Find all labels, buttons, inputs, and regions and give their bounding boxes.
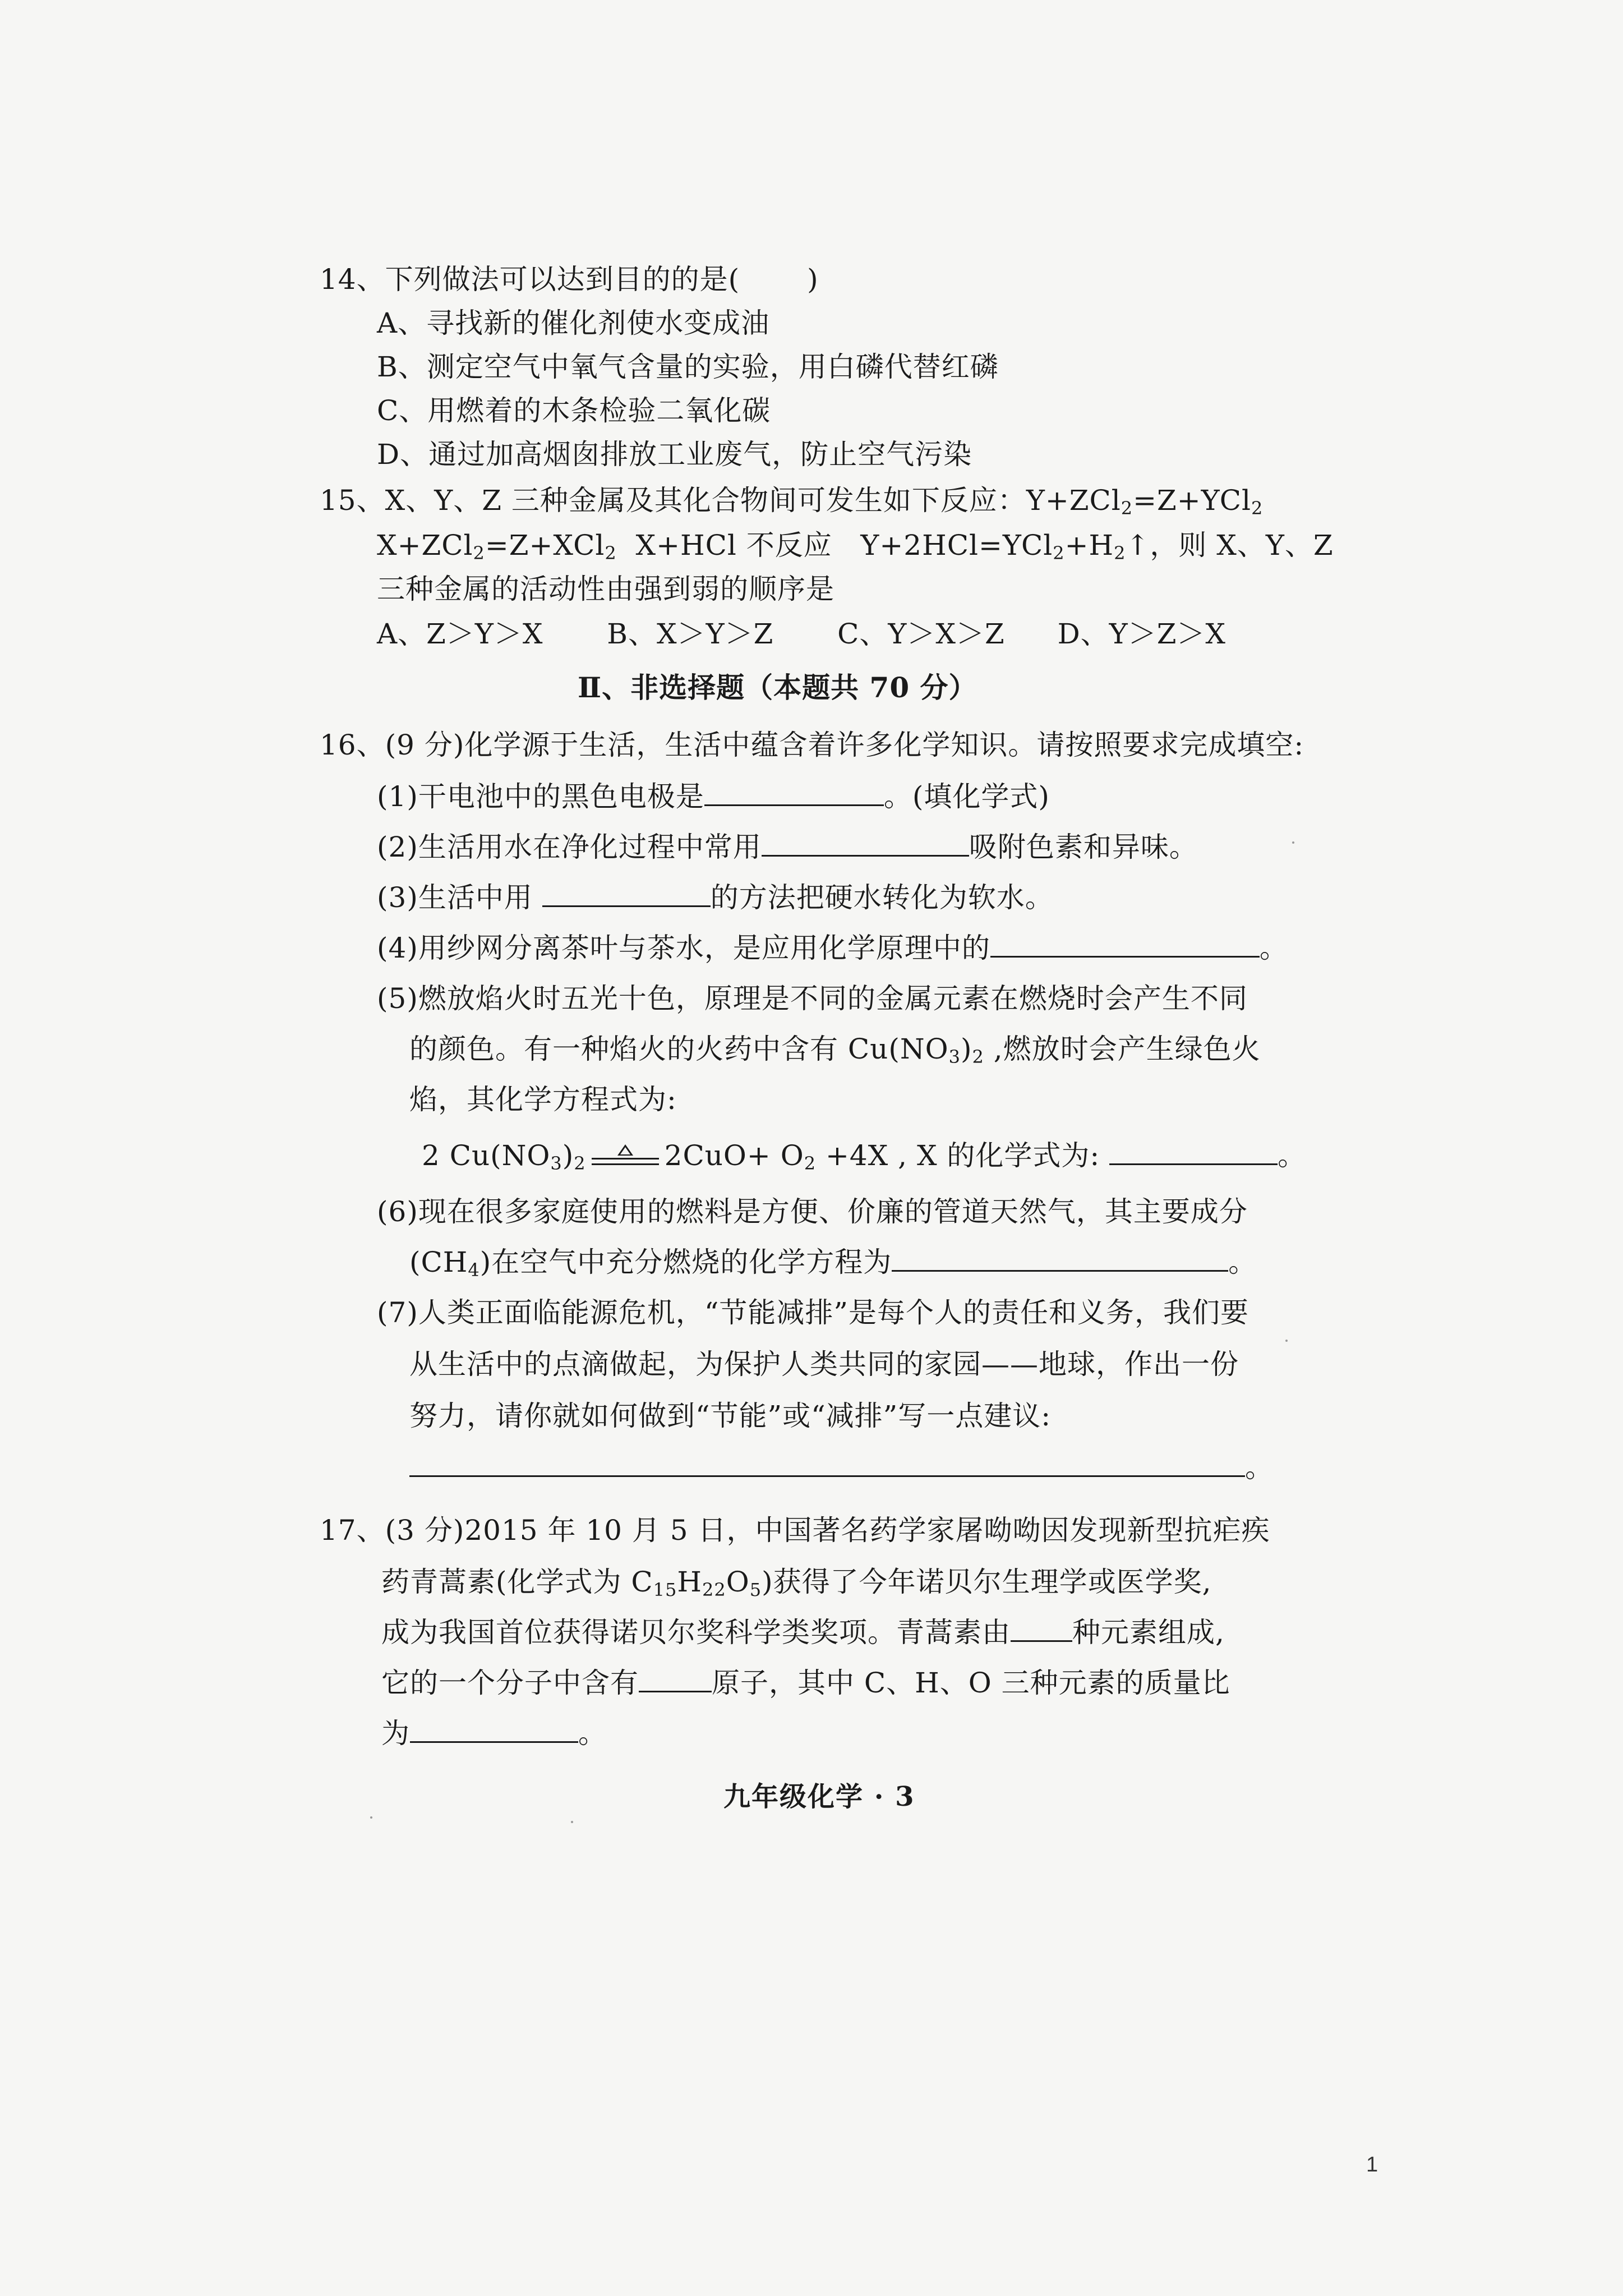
- q15-option-a: A、Z＞Y＞X: [377, 618, 543, 650]
- q16-part6-line1: (6)现在很多家庭使用的燃料是方便、价廉的管道天然气，其主要成分: [377, 1195, 1248, 1228]
- q17-line5: 为 。: [381, 1711, 607, 1756]
- q16-part7-line3: 努力，请你就如何做到“节能”或“减排”写一点建议:: [409, 1400, 1052, 1432]
- answer-blank: [410, 1712, 578, 1743]
- scan-speck: [571, 1821, 573, 1823]
- q15-line2: X+ZCl$_2$=Z+XCl$_2$ X+HCl 不反应 $Y+2HCl=YCl_2+H_2↑$，则 X、Y、Z: [377, 529, 1334, 564]
- q16-part5-equation: 2 $Cu(NO_3)_2$ $2CuO+ O_2 +4X$ , X 的化学式为: 。: [422, 1133, 1306, 1186]
- q16-stem: 16、(9 分)化学源于生活，生活中蕴含着许多化学知识。请按照要求完成填空:: [320, 729, 1304, 761]
- q16-part2: (2)生活用水在净化过程中常用 吸附色素和异味。: [377, 825, 1198, 869]
- answer-blank: [1109, 1134, 1278, 1165]
- q14-option-a: A、寻找新的催化剂使水变成油: [377, 307, 770, 339]
- scan-speck: [370, 1816, 372, 1819]
- q15-option-b: B、X＞Y＞Z: [607, 618, 774, 650]
- answer-blank: [1011, 1611, 1072, 1642]
- answer-blank: [762, 826, 969, 857]
- answer-blank: [542, 876, 711, 907]
- q14-stem: 14、下列做法可以达到目的的是( ): [320, 263, 819, 296]
- q15-options: [377, 611, 1226, 656]
- q17-line1: 17、(3 分)2015 年 10 月 5 日，中国著名药学家屠呦呦因发现新型抗疟疾: [320, 1514, 1270, 1547]
- q16-part1: (1)干电池中的黑色电极是 。(填化学式): [377, 774, 1050, 819]
- q14-option-b: B、测定空气中氧气含量的实验，用白磷代替红磷: [377, 351, 999, 383]
- q17-line3: 成为我国首位获得诺贝尔奖科学类奖项。青蒿素由 种元素组成,: [381, 1610, 1225, 1655]
- q17-line4: 它的一个分子中含有 原子，其中 C、H、O 三种元素的质量比: [381, 1660, 1230, 1705]
- q14-option-d: D、通过加高烟囱排放工业废气，防止空气污染: [377, 438, 972, 471]
- answer-blank: [639, 1662, 712, 1692]
- q16-part7-line1: (7)人类正面临能源危机，“节能减排”是每个人的责任和义务，我们要: [377, 1296, 1249, 1329]
- q15-line3: 三种金属的活动性由强到弱的顺序是: [377, 573, 834, 605]
- q16-part5-line2: 的颜色。有一种焰火的火药中含有 $Cu(NO_3)_2$ ,燃放时会产生绿色火: [409, 1033, 1261, 1068]
- q15-option-c: C、Y＞X＞Z: [837, 618, 1005, 650]
- answer-blank: [704, 775, 884, 806]
- scan-speck: [1285, 1340, 1288, 1342]
- q17-line2: 药青蒿素(化学式为 $C_{15}H_{22}O_5$)获得了今年诺贝尔生理学或医学奖,: [381, 1566, 1212, 1600]
- page-footer: 九年级化学 · 3: [723, 1781, 915, 1812]
- q14-option-c: C、用燃着的木条检验二氧化碳: [377, 394, 771, 427]
- q16-part4: (4)用纱网分离茶叶与茶水，是应用化学原理中的 。: [377, 926, 1288, 970]
- q16-part7-line2: 从生活中的点滴做起，为保护人类共同的家园——地球，作出一份: [409, 1348, 1239, 1381]
- q16-part6-line2: $(CH_4)$在空气中充分燃烧的化学方程为 。: [409, 1240, 1257, 1292]
- q16-part3: (3)生活中用 的方法把硬水转化为软水。: [377, 875, 1054, 920]
- q16-part5-line1: (5)燃放焰火时五光十色，原理是不同的金属元素在燃烧时会产生不同: [377, 982, 1248, 1015]
- q15-option-d: D、Y＞Z＞X: [1057, 618, 1227, 650]
- q15-line1: 15、X、Y、Z 三种金属及其化合物间可发生如下反应：Y+ZCl$_2$=Z+YCl$_2$: [320, 484, 1264, 519]
- answer-blank: [990, 927, 1260, 958]
- q16-part7-answer: 。: [409, 1445, 1274, 1490]
- heat-condition-icon: [592, 1147, 659, 1169]
- answer-blank: [409, 1446, 1245, 1477]
- answer-blank: [892, 1241, 1228, 1272]
- section-title: Ⅱ、非选择题（本题共 70 分）: [578, 671, 978, 704]
- scan-speck: [1292, 841, 1294, 844]
- q16-part5-line3: 焰，其化学方程式为:: [409, 1083, 677, 1116]
- page-number: 1: [1366, 2153, 1378, 2177]
